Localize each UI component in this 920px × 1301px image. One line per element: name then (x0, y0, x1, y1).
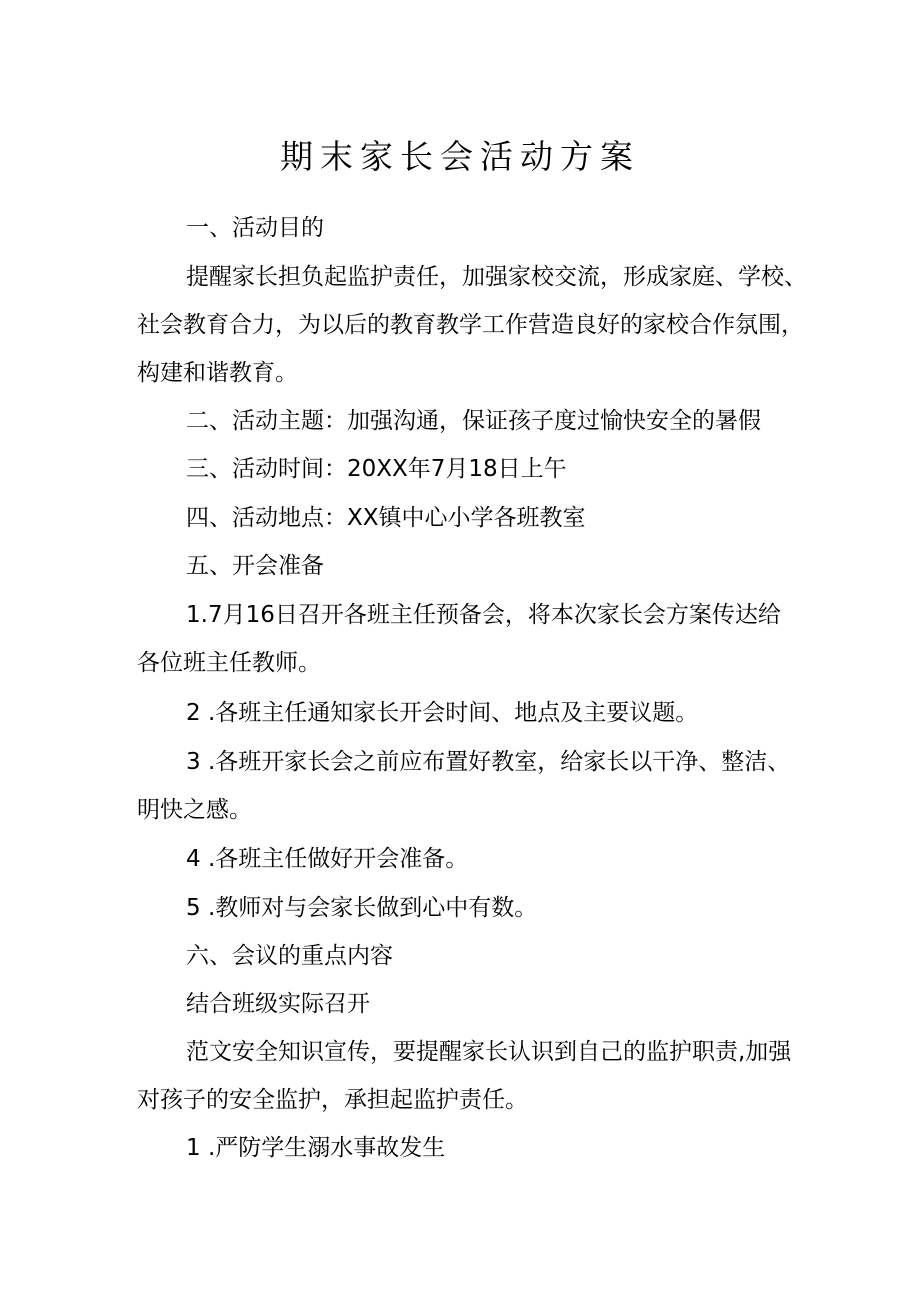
heading-location: 四、活动地点：XX镇中心小学各班教室 (186, 505, 586, 531)
document-title: 期末家长会活动方案 (280, 137, 640, 176)
heading-purpose: 一、活动目的 (186, 215, 324, 241)
paragraph-line: 提醒家长担负起监护责任，加强家校交流，形成家庭、学校、 (186, 264, 807, 290)
heading-preparation: 五、开会准备 (186, 553, 324, 579)
heading-key-content: 六、会议的重点内容 (186, 943, 393, 969)
list-item-continued: 明快之感。 (137, 797, 252, 823)
paragraph-line: 结合班级实际召开 (186, 991, 370, 1017)
list-item-continued: 各位班主任教师。 (137, 650, 321, 676)
paragraph-line: 对孩子的安全监护，承担起监护责任。 (137, 1087, 528, 1113)
list-item: 4 .各班主任做好开会准备。 (186, 846, 469, 872)
list-item: 1.7月16日召开各班主任预备会，将本次家长会方案传达给 (186, 602, 781, 628)
list-item: 5 .教师对与会家长做到心中有数。 (186, 895, 538, 921)
paragraph-line: 社会教育合力，为以后的教育教学工作营造良好的家校合作氛围， (137, 312, 804, 338)
heading-theme: 二、活动主题：加强沟通，保证孩子度过愉快安全的暑假 (186, 408, 761, 434)
list-item: 1 .严防学生溺水事故发生 (186, 1135, 446, 1161)
list-item: 2 .各班主任通知家长开会时间、地点及主要议题。 (186, 700, 699, 726)
paragraph-line: 构建和谐教育。 (137, 360, 298, 386)
heading-time: 三、活动时间：20XX年7月18日上午 (186, 456, 567, 482)
paragraph-line: 范文安全知识宣传，要提醒家长认识到自己的监护职责,加强 (186, 1039, 792, 1065)
list-item: 3 .各班开家长会之前应布置好教室，给家长以干净、整洁、 (186, 749, 791, 775)
